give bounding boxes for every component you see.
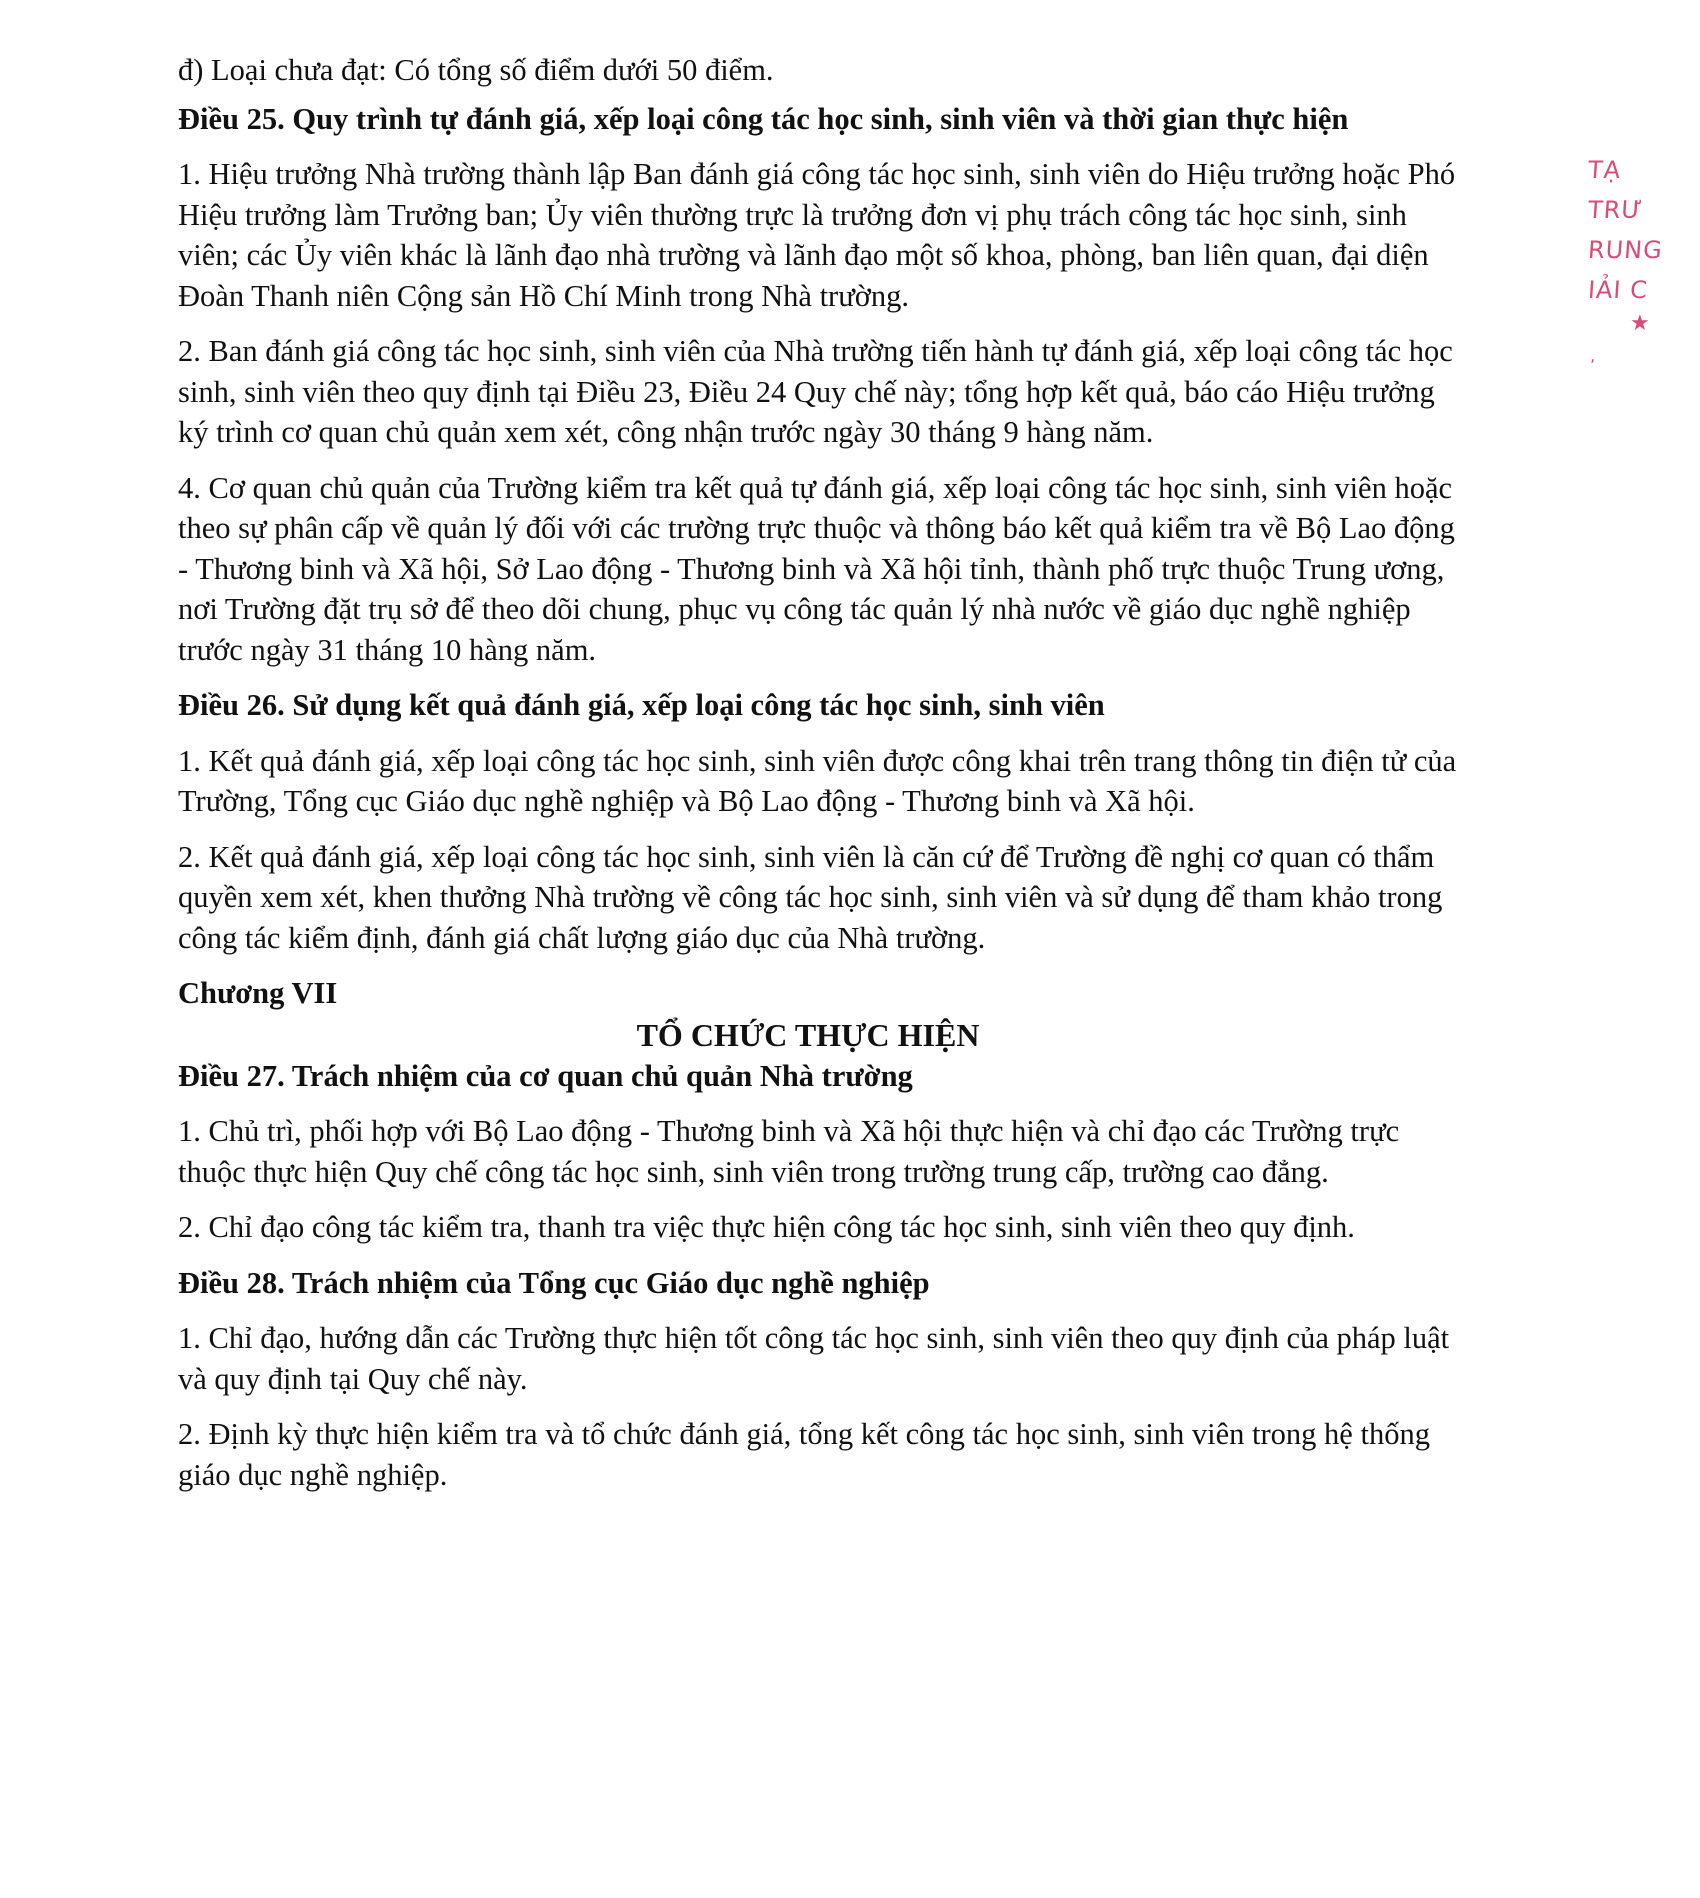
stamp-star-icon: ★ — [1630, 311, 1650, 336]
document-page — [178, 50, 1458, 1510]
article-25-paragraph-1: 1. Hiệu trưởng Nhà trường thành lập Ban đánh giá công tác học sinh, sinh viên do Hiệu trưởng hoặc Phó Hiệu trưởng làm Trưởng ban; Ủy viên thường trực là trưởng đơn vị phụ trách công tác học sinh, sinh viên; các Ủy viên khác là lãnh đạo nhà trường và lãnh đạo một số khoa, phòng, ban liên quan, đại diện Đoàn Thanh niên Cộng sản Hồ Chí Minh trong Nhà trường. — [178, 157, 1456, 313]
red-seal-stamp — [1588, 150, 1668, 390]
article-26-paragraph-2: 2. Kết quả đánh giá, xếp loại công tác học sinh, sinh viên là căn cứ để Trường đề nghị cơ quan có thẩm quyền xem xét, khen thưởng Nhà trường về công tác học sinh, sinh viên và sử dụng để tham khảo trong công tác kiểm định, đánh giá chất lượng giáo dục của Nhà trường. — [178, 839, 1443, 955]
stamp-fragment-1: TẠ — [1587, 156, 1623, 184]
article-28-heading: Điều 28. Trách nhiệm của Tổng cục Giáo dục nghề nghiệp — [178, 1265, 930, 1300]
article-28-paragraph-2: 2. Định kỳ thực hiện kiểm tra và tổ chức đánh giá, tổng kết công tác học sinh, sinh viên trong hệ thống giáo dục nghề nghiệp. — [178, 1417, 1430, 1492]
article-28-paragraph-1: 1. Chỉ đạo, hướng dẫn các Trường thực hiện tốt công tác học sinh, sinh viên theo quy định của pháp luật và quy định tại Quy chế này. — [178, 1321, 1450, 1396]
stamp-fragment-4: IẢI C — [1587, 276, 1649, 304]
chapter-title: TỔ CHỨC THỰC HIỆN — [636, 1016, 980, 1053]
stamp-fragment-3: RUNG — [1587, 236, 1664, 264]
article-26-heading: Điều 26. Sử dụng kết quả đánh giá, xếp loại công tác học sinh, sinh viên — [178, 688, 1105, 722]
criteria-item-d: đ) Loại chưa đạt: Có tổng số điểm dưới 50 điểm. — [178, 53, 774, 87]
chapter-label: Chương VII — [178, 976, 338, 1010]
article-25-paragraph-4: 4. Cơ quan chủ quản của Trường kiểm tra kết quả tự đánh giá, xếp loại công tác học sinh, sinh viên hoặc theo sự phân cấp về quản lý đối với các trường trực thuộc và thông báo kết quả kiểm tra về Bộ Lao động - Thương binh và Xã hội, Sở Lao động - Thương binh và Xã hội tỉnh, thành phố trực thuộc Trung ương, nơi Trường đặt trụ sở để theo dõi chung, phục vụ công tác quản lý nhà nước về giáo dục nghề nghiệp trước ngày 31 tháng 10 hàng năm. — [178, 470, 1455, 667]
article-26-paragraph-1: 1. Kết quả đánh giá, xếp loại công tác học sinh, sinh viên được công khai trên trang thông tin điện tử của Trường, Tổng cục Giáo dục nghề nghiệp và Bộ Lao động - Thương binh và Xã hội. — [178, 743, 1457, 818]
stamp-mark-icon: ʼ — [1590, 356, 1596, 375]
stamp-fragment-2: TRƯ — [1587, 196, 1644, 224]
article-27-paragraph-1: 1. Chủ trì, phối hợp với Bộ Lao động - Thương binh và Xã hội thực hiện và chỉ đạo các Trường trực thuộc thực hiện Quy chế công tác học sinh, sinh viên trong trường trung cấp, trường cao đẳng. — [178, 1114, 1400, 1189]
article-27-heading: Điều 27. Trách nhiệm của cơ quan chủ quản Nhà trường — [178, 1058, 913, 1093]
article-25-paragraph-2: 2. Ban đánh giá công tác học sinh, sinh viên của Nhà trường tiến hành tự đánh giá, xếp loại công tác học sinh, sinh viên theo quy định tại Điều 23, Điều 24 Quy chế này; tổng hợp kết quả, báo cáo Hiệu trưởng ký trình cơ quan chủ quản xem xét, công nhận trước ngày 30 tháng 9 hàng năm. — [178, 334, 1453, 449]
article-25-heading: Điều 25. Quy trình tự đánh giá, xếp loại công tác học sinh, sinh viên và thời gian thực hiện — [178, 101, 1349, 136]
article-27-paragraph-2: 2. Chỉ đạo công tác kiểm tra, thanh tra việc thực hiện công tác học sinh, sinh viên theo quy định. — [178, 1210, 1355, 1244]
